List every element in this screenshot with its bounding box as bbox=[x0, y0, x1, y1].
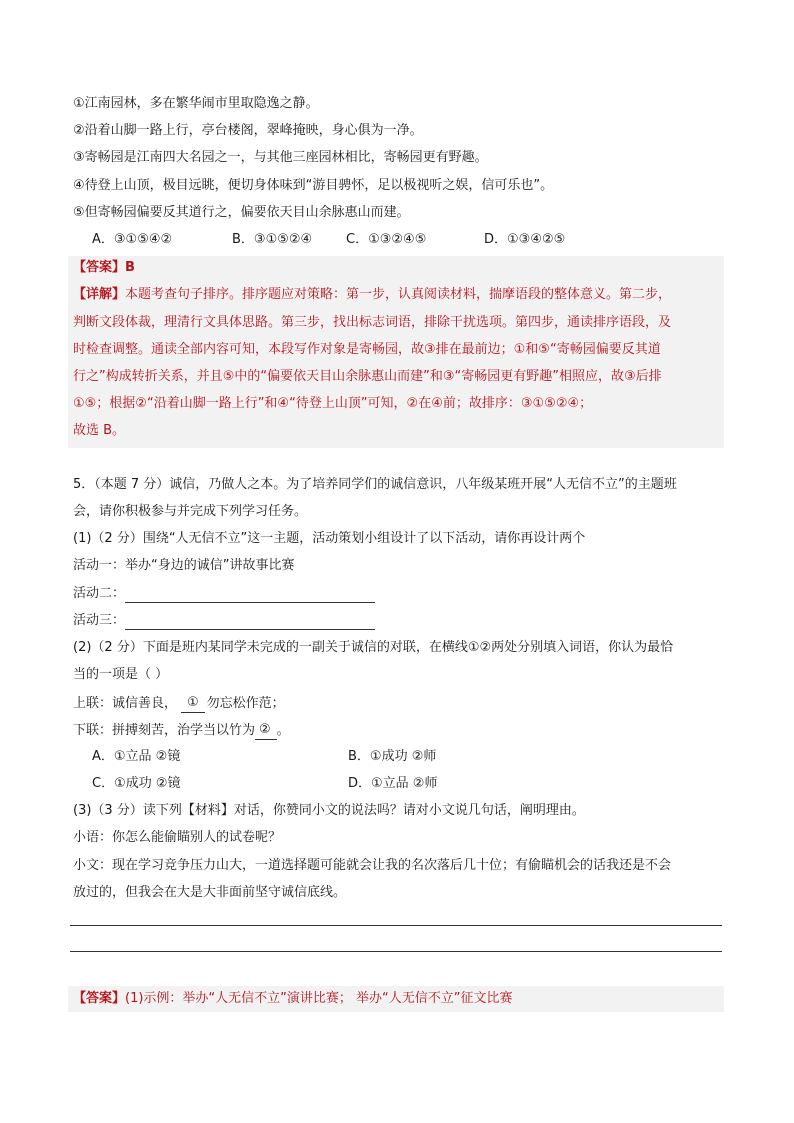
sentence-3: ③寄畅园是江南四大名园之一，与其他三座园林相比，寄畅园更有野趣。 bbox=[73, 150, 488, 165]
detail-text-1: 本题考查句子排序。排序题应对策略：第一步，认真阅读材料，揣摩语段的整体意义。第二步， bbox=[125, 287, 672, 302]
q4-option-d[interactable]: D．①③④②⑤ bbox=[484, 232, 566, 247]
activity-1: 活动一：举办“身边的诚信”讲故事比赛 bbox=[73, 558, 295, 573]
q4-options bbox=[92, 231, 565, 249]
q4-answer bbox=[73, 259, 135, 277]
couplet-lower-pre: 下联：拼搏刻苦，治学当以竹为 bbox=[73, 723, 256, 738]
activity-3 bbox=[73, 612, 375, 630]
q5-part1: (1)（2 分）围绕“人无信不立”这一主题，活动策划小组设计了以下活动，请你再设计两个 bbox=[73, 531, 586, 546]
q4-option-b[interactable]: B．③①⑤②④ bbox=[232, 232, 313, 247]
q5-stem-2: 会，请你积极参与并完成下列学习任务。 bbox=[73, 504, 308, 519]
activity-2-label: 活动二： bbox=[73, 586, 126, 601]
detail-line-1 bbox=[73, 286, 671, 304]
sentence-5: ⑤但寄畅园偏要反其道行之，偏要依天目山余脉惠山而建。 bbox=[73, 205, 410, 220]
sentence-4: ④待登上山顶，极目远眺，便切身体味到“游目骋怀，足以极视听之娱，信可乐也”。 bbox=[73, 178, 554, 193]
sentence-1: ①江南园林，多在繁华闹市里取隐逸之静。 bbox=[73, 96, 319, 111]
couplet-upper-post: 勿忘松作范； bbox=[206, 696, 285, 711]
sentence-2: ②沿着山脚一路上行，亭台楼阁，翠峰掩映，身心俱为一净。 bbox=[73, 123, 423, 138]
q5-option-a[interactable]: A．①立品 ②镜 bbox=[92, 749, 181, 764]
q5-answer-text: (1)示例：举办“人无信不立”演讲比赛； 举办“人无信不立”征文比赛 bbox=[125, 991, 513, 1006]
couplet-upper bbox=[73, 694, 285, 713]
couplet-upper-pre: 上联：诚信善良， bbox=[73, 696, 178, 711]
blank-2-mark: ② bbox=[259, 722, 271, 737]
detail-line-3: 时检查调整。通读全部内容可知，本段写作对象是寄畅园，故③排在最前边；①和⑤“寄畅园偏要反其道 bbox=[73, 342, 661, 357]
dialog-xiaowen-2: 放过的，但我会在大是大非面前坚守诚信底线。 bbox=[73, 885, 347, 900]
activity-3-label: 活动三： bbox=[73, 613, 126, 628]
couplet-lower bbox=[73, 721, 290, 740]
couplet-blank-2[interactable] bbox=[255, 721, 277, 740]
couplet-blank-1[interactable] bbox=[181, 694, 205, 713]
q5-part2-1: (2)（2 分）下面是班内某同学未完成的一副关于诚信的对联，在横线①②两处分别填入词语，你认为最恰 bbox=[73, 640, 674, 655]
answer-line-2[interactable] bbox=[70, 951, 722, 952]
detail-line-6: 故选 B。 bbox=[73, 423, 126, 438]
detail-line-5: ①⑤；根据②“沿着山脚一路上行”和④“待登上山顶”可知，②在④前；故排序：③①⑤②④； bbox=[73, 396, 593, 411]
q5-part3: (3)（3 分）读下列【材料】对话，你赞同小文的说法吗？请对小文说几句话，阐明理由。 bbox=[73, 803, 585, 818]
q5-option-d[interactable]: D．①立品 ②师 bbox=[348, 776, 438, 791]
q5-stem-1: 5．（本题 7 分）诚信，乃做人之本。为了培养同学们的诚信意识，八年级某班开展“人无信不立”的主题班 bbox=[73, 477, 677, 492]
answer-line-1[interactable] bbox=[70, 925, 722, 926]
activity-2-blank[interactable] bbox=[125, 586, 375, 603]
q5-option-c[interactable]: C．①成功 ②镜 bbox=[92, 776, 181, 791]
detail-line-4: 行之”构成转折关系，并且⑤中的“偏要依天目山余脉惠山而建”和③“寄畅园更有野趣”相照应，故③后排 bbox=[73, 369, 662, 384]
q5-part2-2: 当的一项是（ ） bbox=[73, 667, 169, 682]
detail-line-2: 判断文段体裁，理清行文具体思路。第三步，找出标志词语，排除干扰选项。第四步，通读排序语段，及 bbox=[73, 315, 672, 330]
activity-3-blank[interactable] bbox=[125, 613, 375, 630]
dialog-xiaoyu: 小语：你怎么能偷瞄别人的试卷呢？ bbox=[73, 830, 282, 845]
detail-tag: 【详解】 bbox=[73, 287, 126, 302]
q4-option-c[interactable]: C．①③②④⑤ bbox=[346, 232, 427, 247]
dialog-xiaowen-1: 小文：现在学习竞争压力山大，一道选择题可能就会让我的名次落后几十位；有偷瞄机会的话我还是不会 bbox=[73, 858, 672, 873]
answer-value: B bbox=[125, 260, 135, 275]
activity-2 bbox=[73, 585, 375, 603]
q5-answer-tag: 【答案】 bbox=[73, 991, 126, 1006]
q5-answer bbox=[73, 990, 513, 1008]
answer-tag: 【答案】 bbox=[73, 260, 126, 275]
q5-options-row2 bbox=[92, 775, 437, 793]
blank-1-mark: ① bbox=[187, 695, 199, 710]
q5-option-b[interactable]: B．①成功 ②师 bbox=[348, 749, 437, 764]
q4-option-a[interactable]: A．③①⑤④② bbox=[92, 232, 173, 247]
q5-options-row1 bbox=[92, 748, 436, 766]
couplet-lower-post: 。 bbox=[276, 723, 290, 738]
